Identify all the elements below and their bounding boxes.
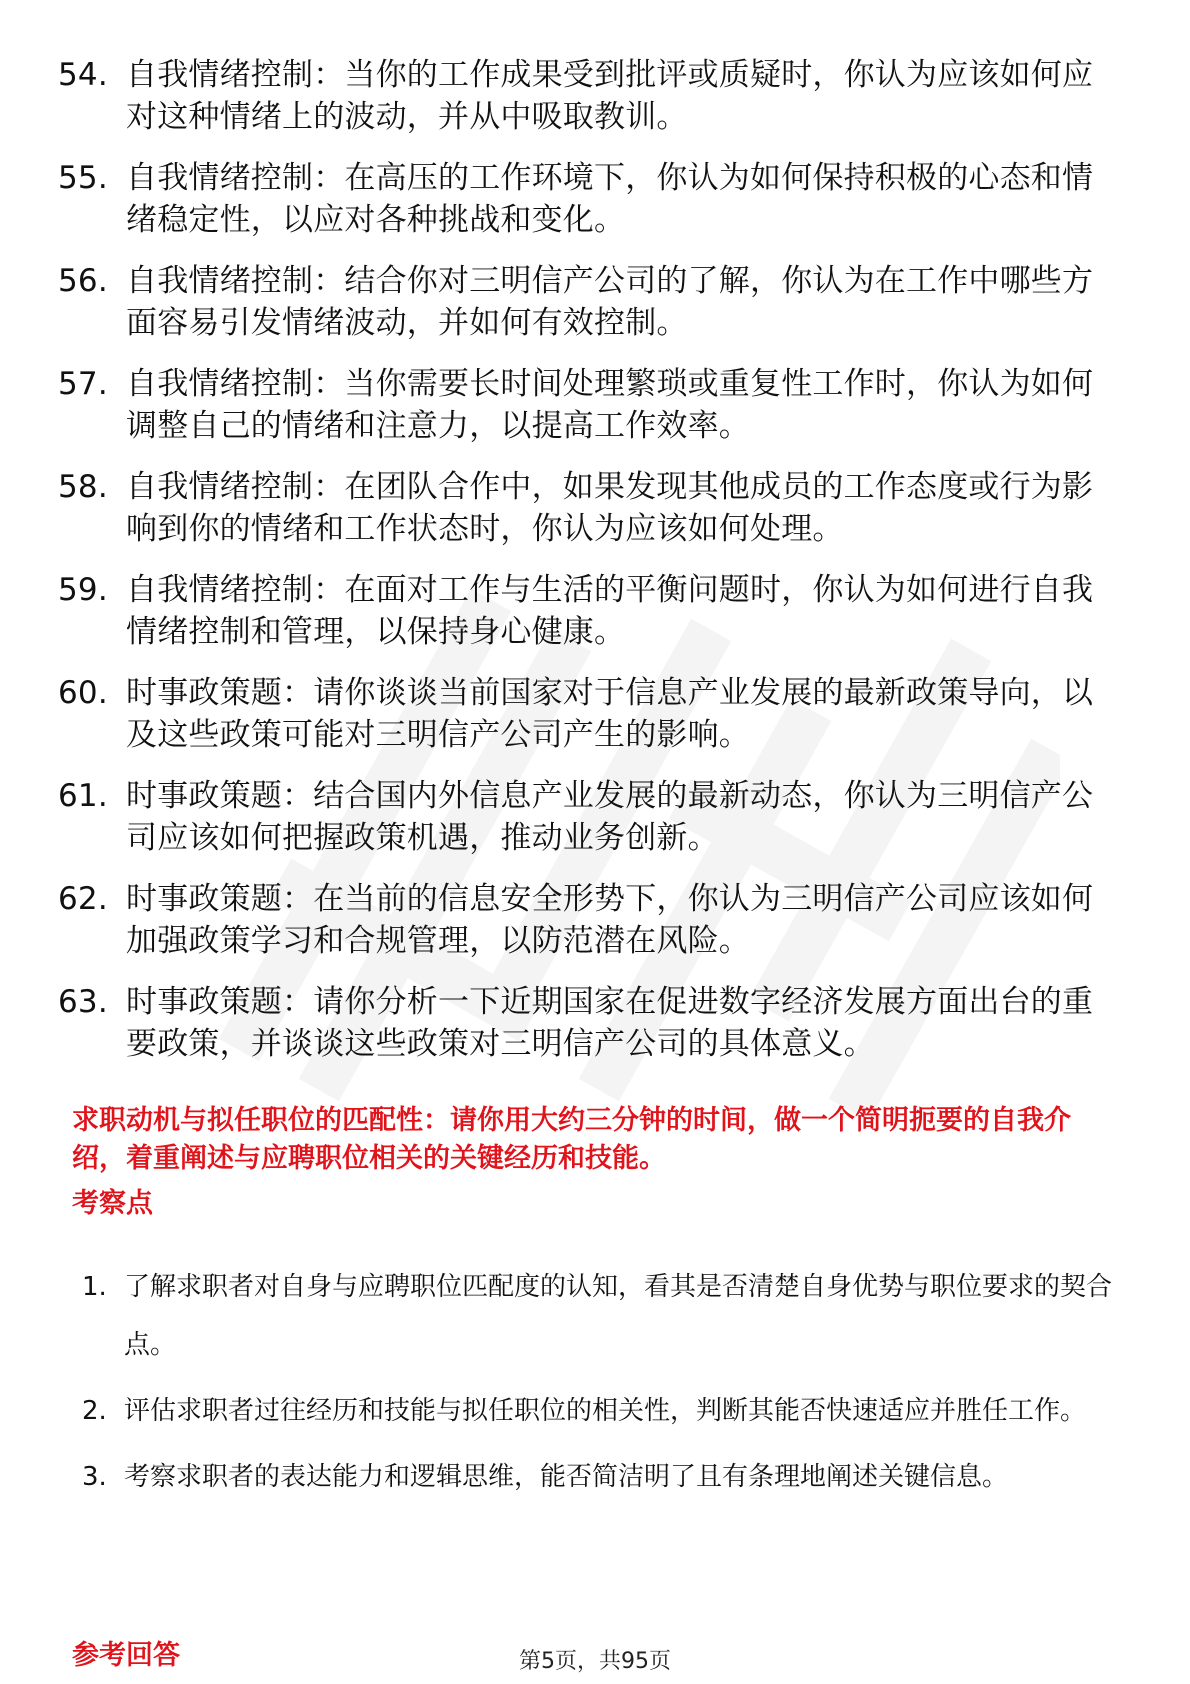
list-item [82, 1258, 1122, 1374]
question-text: 自我情绪控制：当你的工作成果受到批评或质疑时，你认为应该如何应对这种情绪上的波动，并从中吸取教训。 [126, 57, 1094, 135]
list-item [58, 981, 1118, 1065]
question-text: 时事政策题：在当前的信息安全形势下，你认为三明信产公司应该如何加强政策学习和合规管理，以防范潜在风险。 [126, 881, 1094, 959]
question-text: 自我情绪控制：在团队合作中，如果发现其他成员的工作态度或行为影响到你的情绪和工作状态时，你认为应该如何处理。 [126, 469, 1094, 547]
question-number: 55. [58, 160, 108, 196]
list-item [58, 466, 1118, 550]
list-item [58, 672, 1118, 756]
question-number: 63. [58, 984, 108, 1020]
question-text: 自我情绪控制：结合你对三明信产公司的了解，你认为在工作中哪些方面容易引发情绪波动，并如何有效控制。 [126, 263, 1094, 341]
highlight-question: 求职动机与拟任职位的匹配性：请你用大约三分钟的时间，做一个简明扼要的自我介绍，着重阐述与应聘职位相关的关键经历和技能。 [72, 1105, 1071, 1174]
question-number: 59. [58, 572, 108, 608]
question-number: 62. [58, 881, 108, 917]
list-item [58, 569, 1118, 653]
point-number: 3. [82, 1462, 107, 1492]
point-text: 评估求职者过往经历和技能与拟任职位的相关性，判断其能否快速适应并胜任工作。 [124, 1396, 1087, 1426]
list-item [82, 1448, 1122, 1506]
point-number: 1. [82, 1272, 107, 1302]
question-number: 57. [58, 366, 108, 402]
list-item [58, 260, 1118, 344]
list-item [58, 363, 1118, 447]
question-text: 时事政策题：请你谈谈当前国家对于信息产业发展的最新政策导向，以及这些政策可能对三明信产公司产生的影响。 [126, 675, 1094, 753]
list-item [58, 54, 1118, 138]
section-heading-answer: 参考回答 [72, 1640, 180, 1671]
question-list [58, 54, 1118, 1084]
question-text: 时事政策题：结合国内外信息产业发展的最新动态，你认为三明信产公司应该如何把握政策机遇，推动业务创新。 [126, 778, 1094, 856]
list-item [58, 775, 1118, 859]
point-text: 了解求职者对自身与应聘职位匹配度的认知，看其是否清楚自身优势与职位要求的契合点。 [124, 1272, 1113, 1360]
question-text: 自我情绪控制：在高压的工作环境下，你认为如何保持积极的心态和情绪稳定性，以应对各种挑战和变化。 [126, 160, 1094, 238]
question-number: 58. [58, 469, 108, 505]
question-number: 60. [58, 675, 108, 711]
question-text: 自我情绪控制：当你需要长时间处理繁琐或重复性工作时，你认为如何调整自己的情绪和注意力，以提高工作效率。 [126, 366, 1094, 444]
list-item [82, 1382, 1122, 1440]
point-text: 考察求职者的表达能力和逻辑思维，能否简洁明了且有条理地阐述关键信息。 [124, 1462, 1009, 1492]
page-footer: 第5页，共95页 [519, 1649, 671, 1674]
section-heading-examine: 考察点 [72, 1188, 153, 1219]
question-number: 61. [58, 778, 108, 814]
question-number: 54. [58, 57, 108, 93]
list-item [58, 878, 1118, 962]
examine-points-list [82, 1258, 1122, 1514]
point-number: 2. [82, 1396, 107, 1426]
question-text: 时事政策题：请你分析一下近期国家在促进数字经济发展方面出台的重要政策，并谈谈这些政策对三明信产公司的具体意义。 [126, 984, 1094, 1062]
question-number: 56. [58, 263, 108, 299]
list-item [58, 157, 1118, 241]
question-text: 自我情绪控制：在面对工作与生活的平衡问题时，你认为如何进行自我情绪控制和管理，以保持身心健康。 [126, 572, 1094, 650]
